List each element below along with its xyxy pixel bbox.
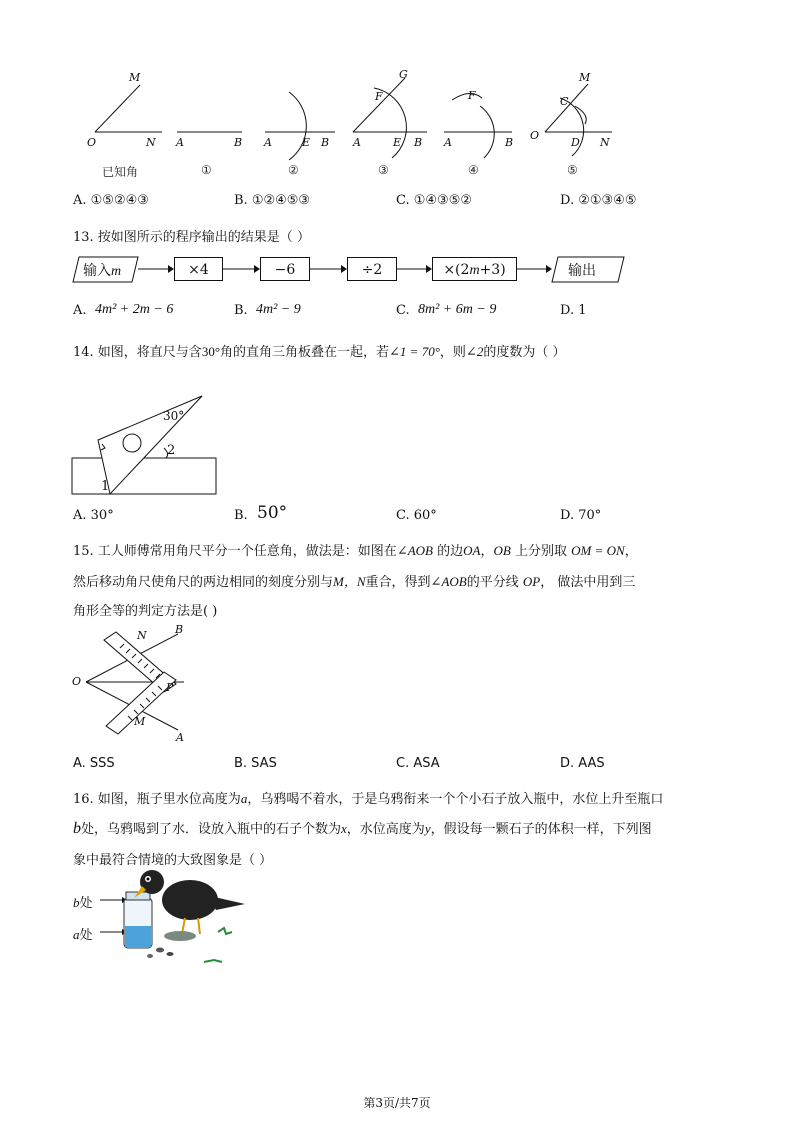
caption-2: ②: [288, 163, 299, 177]
flow-step-times4: ×4: [174, 257, 223, 281]
page-footer: 第3页/共7页: [363, 1096, 431, 1110]
q15-option-d: D. AAS: [560, 756, 605, 771]
q15-option-b: B. SAS: [234, 756, 277, 771]
label-D: D: [571, 136, 580, 149]
label-b-level: b处: [73, 895, 93, 911]
q15-option-c: C. ASA: [396, 756, 440, 771]
label-M: M: [134, 715, 146, 728]
caption-5: ⑤: [567, 163, 578, 177]
q15-figure: [80, 624, 220, 749]
q13-option-c-prefix: C.: [396, 303, 410, 318]
q15-option-a: A. SSS: [73, 756, 115, 771]
label-E: E: [393, 136, 402, 149]
label-B: B: [414, 136, 423, 149]
label-C: C: [560, 95, 569, 108]
label-F: F: [375, 90, 383, 103]
q12-option-d: D. ②①③④⑤: [560, 193, 637, 208]
q13-option-b: 4m² − 9: [256, 302, 301, 317]
label-A: A: [444, 136, 452, 149]
label-A: A: [176, 136, 184, 149]
flow-step-times-2m3: ×(2m+3): [432, 257, 517, 281]
q13-option-c: 8m² + 6m − 9: [418, 302, 497, 317]
label-O: O: [87, 136, 97, 149]
crow-bottle-illustration: [100, 868, 260, 968]
q15-line2: 然后移动角尺使角尺的两边相同的刻度分别与M，N重合，得到∠AOB的平分线 OP， 做法中用到三: [73, 574, 636, 590]
q13-option-b-prefix: B.: [234, 303, 248, 318]
label-30deg: 30°: [163, 409, 185, 423]
label-M: M: [129, 71, 141, 84]
label-angle-2: 2: [167, 443, 176, 458]
label-O: O: [530, 129, 540, 142]
q14-option-b: 50°: [257, 503, 288, 523]
q15-line1: 15. 工人师傅常用角尺平分一个任意角，做法是：如图在∠AOB 的边OA，OB 上分别取 OM = ON，: [73, 543, 638, 559]
q16-line1: 16. 如图，瓶子里水位高度为a，乌鸦喝不着水，于是乌鸦衔来一个个小石子放入瓶中，水位上升至瓶口: [73, 791, 664, 807]
q13-option-a-prefix: A.: [73, 303, 87, 318]
label-B: B: [505, 136, 514, 149]
label-O: O: [72, 675, 82, 688]
label-B: B: [321, 136, 330, 149]
caption-4: ④: [468, 163, 479, 177]
q14-option-c: C. 60°: [396, 508, 437, 523]
label-E: E: [302, 136, 311, 149]
label-angle-1: 1: [101, 479, 110, 494]
q14-option-a: A. 30°: [73, 508, 114, 523]
q12-option-a: A. ①⑤②④③: [73, 193, 149, 208]
flow-input: 输入m: [83, 263, 122, 279]
label-a-level: a处: [73, 927, 93, 943]
label-P: P: [166, 681, 174, 694]
flow-output: 输出: [568, 263, 596, 279]
label-A: A: [353, 136, 361, 149]
flow-step-div2: ÷2: [347, 257, 397, 281]
label-A: A: [176, 731, 184, 744]
q12-option-c: C. ①④③⑤②: [396, 193, 473, 208]
q15-line3: 角形全等的判定方法是( ): [73, 604, 218, 619]
label-A: A: [264, 136, 272, 149]
label-N: N: [146, 136, 156, 149]
q14-option-d: D. 70°: [560, 508, 602, 523]
label-G: G: [399, 68, 408, 81]
caption-3: ③: [378, 163, 389, 177]
caption-known-angle: 已知角: [102, 165, 139, 179]
q12-option-b: B. ①②④⑤③: [234, 193, 311, 208]
flow-step-minus6: −6: [260, 257, 310, 281]
q14-figure: [70, 390, 230, 510]
q14-option-b-prefix: B.: [234, 508, 248, 523]
q16-line3: 象中最符合情境的大致图象是（ ）: [73, 853, 273, 868]
label-F: F: [468, 89, 476, 102]
label-B: B: [234, 136, 243, 149]
label-B: B: [175, 623, 184, 636]
label-N: N: [137, 629, 147, 642]
label-M: M: [579, 71, 591, 84]
q13-question: 13. 按如图所示的程序输出的结果是（ ）: [73, 230, 310, 245]
q13-option-d: D. 1: [560, 303, 587, 318]
label-N: N: [600, 136, 610, 149]
q14-question: 14. 如图，将直尺与含30°角的直角三角板叠在一起，若∠1 = 70°，则∠2的度数为（ ）: [73, 344, 566, 360]
caption-1: ①: [201, 163, 212, 177]
q13-option-a: 4m² + 2m − 6: [95, 302, 174, 317]
q16-line2: b处，乌鸦喝到了水．设放入瓶中的石子个数为x，水位高度为y，假设每一颗石子的体积一样，下列图: [73, 820, 652, 837]
